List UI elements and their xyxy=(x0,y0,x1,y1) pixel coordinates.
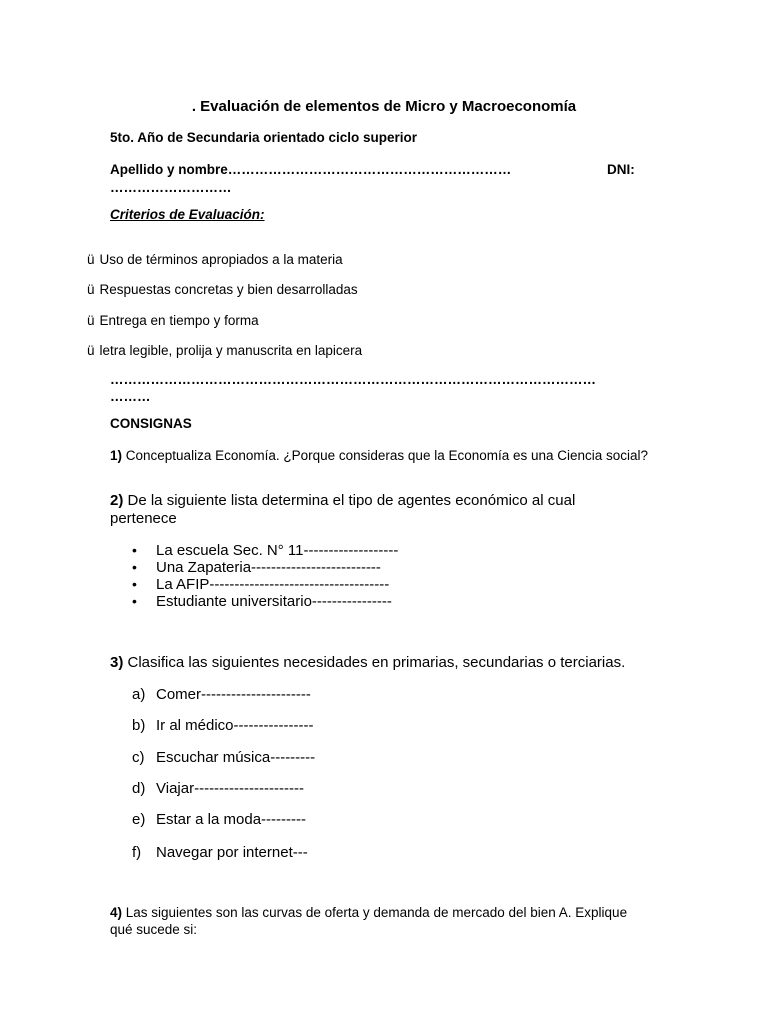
criteria-heading: Criterios de Evaluación: xyxy=(110,207,265,222)
name-field-label: Apellido y nombre……………………………………………………… xyxy=(110,162,512,177)
list-item: • La escuela Sec. N° 11------------------- xyxy=(110,542,398,559)
need-text: Estar a la moda--------- xyxy=(156,811,307,828)
question-2 xyxy=(110,492,610,528)
check-bullet-icon: ü xyxy=(87,282,95,297)
need-item xyxy=(132,780,304,797)
criteria-item xyxy=(87,252,343,267)
need-text: Comer---------------------- xyxy=(156,686,311,703)
check-bullet-icon: ü xyxy=(87,343,95,358)
question-number: 2) xyxy=(110,492,124,509)
question-text: Las siguientes son las curvas de oferta y demanda de mercado del bien A. Explique qué sucede si: xyxy=(110,905,628,937)
need-letter: a) xyxy=(132,686,146,703)
check-bullet-icon: ü xyxy=(87,252,95,267)
need-item xyxy=(132,717,313,734)
need-text: Escuchar música--------- xyxy=(156,749,316,766)
need-letter: c) xyxy=(132,749,145,766)
agents-list xyxy=(110,542,398,610)
course-subtitle: 5to. Año de Secundaria orientado ciclo superior xyxy=(110,130,418,145)
question-number: 3) xyxy=(110,654,124,671)
question-text: Clasifica las siguientes necesidades en primarias, secundarias o terciarias. xyxy=(123,654,626,671)
criteria-item xyxy=(87,282,358,297)
question-3 xyxy=(110,654,670,672)
question-text: Conceptualiza Economía. ¿Porque consideras que la Economía es una Ciencia social? xyxy=(122,448,649,463)
need-item xyxy=(132,811,306,828)
need-letter: e) xyxy=(132,811,146,828)
question-4 xyxy=(110,904,650,938)
document-title: . Evaluación de elementos de Micro y Macroeconomía xyxy=(191,98,577,115)
list-item: • La AFIP------------------------------------ xyxy=(110,576,398,593)
check-bullet-icon: ü xyxy=(87,313,95,328)
consignas-heading: CONSIGNAS xyxy=(110,416,192,431)
need-letter: b) xyxy=(132,717,146,734)
list-item: • Una Zapateria-------------------------- xyxy=(110,559,398,576)
criteria-item xyxy=(87,343,362,358)
criteria-item-text: Respuestas concretas y bien desarrolladas xyxy=(99,282,358,297)
question-number: 1) xyxy=(110,448,123,463)
separator-dots-line: ……… xyxy=(110,389,151,404)
question-text: De la siguiente lista determina el tipo de agentes económico al cual pertenece xyxy=(110,492,576,527)
criteria-item-text: Uso de términos apropiados a la materia xyxy=(99,252,343,267)
question-1 xyxy=(110,447,650,464)
list-item: • Estudiante universitario---------------- xyxy=(110,593,398,610)
need-text: Ir al médico---------------- xyxy=(156,717,314,734)
need-letter: f) xyxy=(132,844,142,861)
need-item xyxy=(132,686,311,703)
need-letter: d) xyxy=(132,780,146,797)
need-text: Navegar por internet--- xyxy=(156,844,308,861)
dni-field-label: DNI: xyxy=(607,162,635,177)
question-number: 4) xyxy=(110,905,123,920)
need-item xyxy=(132,749,315,766)
separator-dots-line: ……………………………………………………………………………………………… xyxy=(110,372,596,387)
criteria-item-text: letra legible, prolija y manuscrita en lapicera xyxy=(99,343,363,358)
need-item xyxy=(132,844,308,861)
criteria-item-text: Entrega en tiempo y forma xyxy=(99,313,259,328)
criteria-item xyxy=(87,313,259,328)
need-text: Viajar---------------------- xyxy=(156,780,304,797)
dni-field-dots: ……………………… xyxy=(110,180,232,195)
